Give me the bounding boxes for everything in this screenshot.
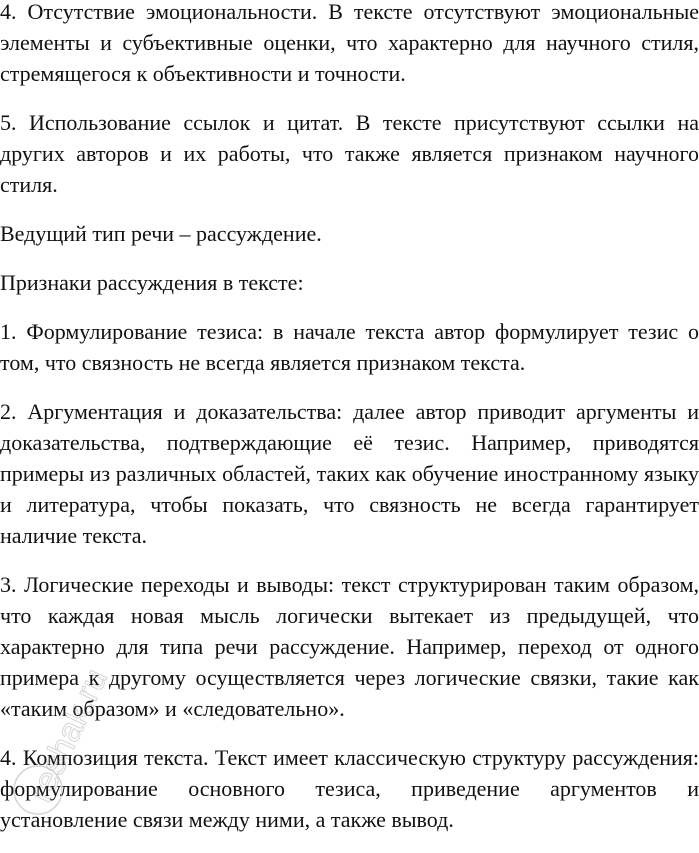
svg-text:reshak.ru: reshak.ru xyxy=(20,663,116,808)
paragraph-no-emotion: 4. Отсутствие эмоциональности. В тексте отсутствуют эмоциональные элементы и субъективные оценки, что характерно для научного стиля, стремящегося к объективности и точности. xyxy=(0,0,699,86)
paragraph-thesis: 1. Формулирование тезиса: в начале текста автор формулирует тезис о том, что связность не всегда является признаком текста. xyxy=(0,319,699,375)
paragraph-reasoning-heading: Признаки рассуждения в тексте: xyxy=(0,270,304,295)
paragraph-speech-type: Ведущий тип речи – рассуждение. xyxy=(0,221,322,246)
paragraph-citations: 5. Использование ссылок и цитат. В тексте присутствуют ссылки на других авторов и их работы, что также является признаком научного стиля. xyxy=(0,110,699,197)
paragraph-arguments: 2. Аргументация и доказательства: далее автор приводит аргументы и доказательства, подтверждающие её тезис. Например, приводятся примеры из различных областей, таких как обучение иностранному языку и литература, чтобы показать, что связность не всегда гарантирует наличие текста. xyxy=(0,399,699,548)
paragraph-composition: 4. Композиция текста. Текст имеет классическую структуру рассуждения: формулирование основного тезиса, приведение аргументов и установление связи между ними, а также вывод. xyxy=(0,745,699,832)
paragraph-transitions: 3. Логические переходы и выводы: текст структурирован таким образом, что каждая новая мысль логически вытекает из предыдущей, что характерно для типа речи рассуждение. Например, переход от одного примера к другому осуществляется через логические связки, такие как «таким образом» и «следовательно». xyxy=(0,572,699,721)
